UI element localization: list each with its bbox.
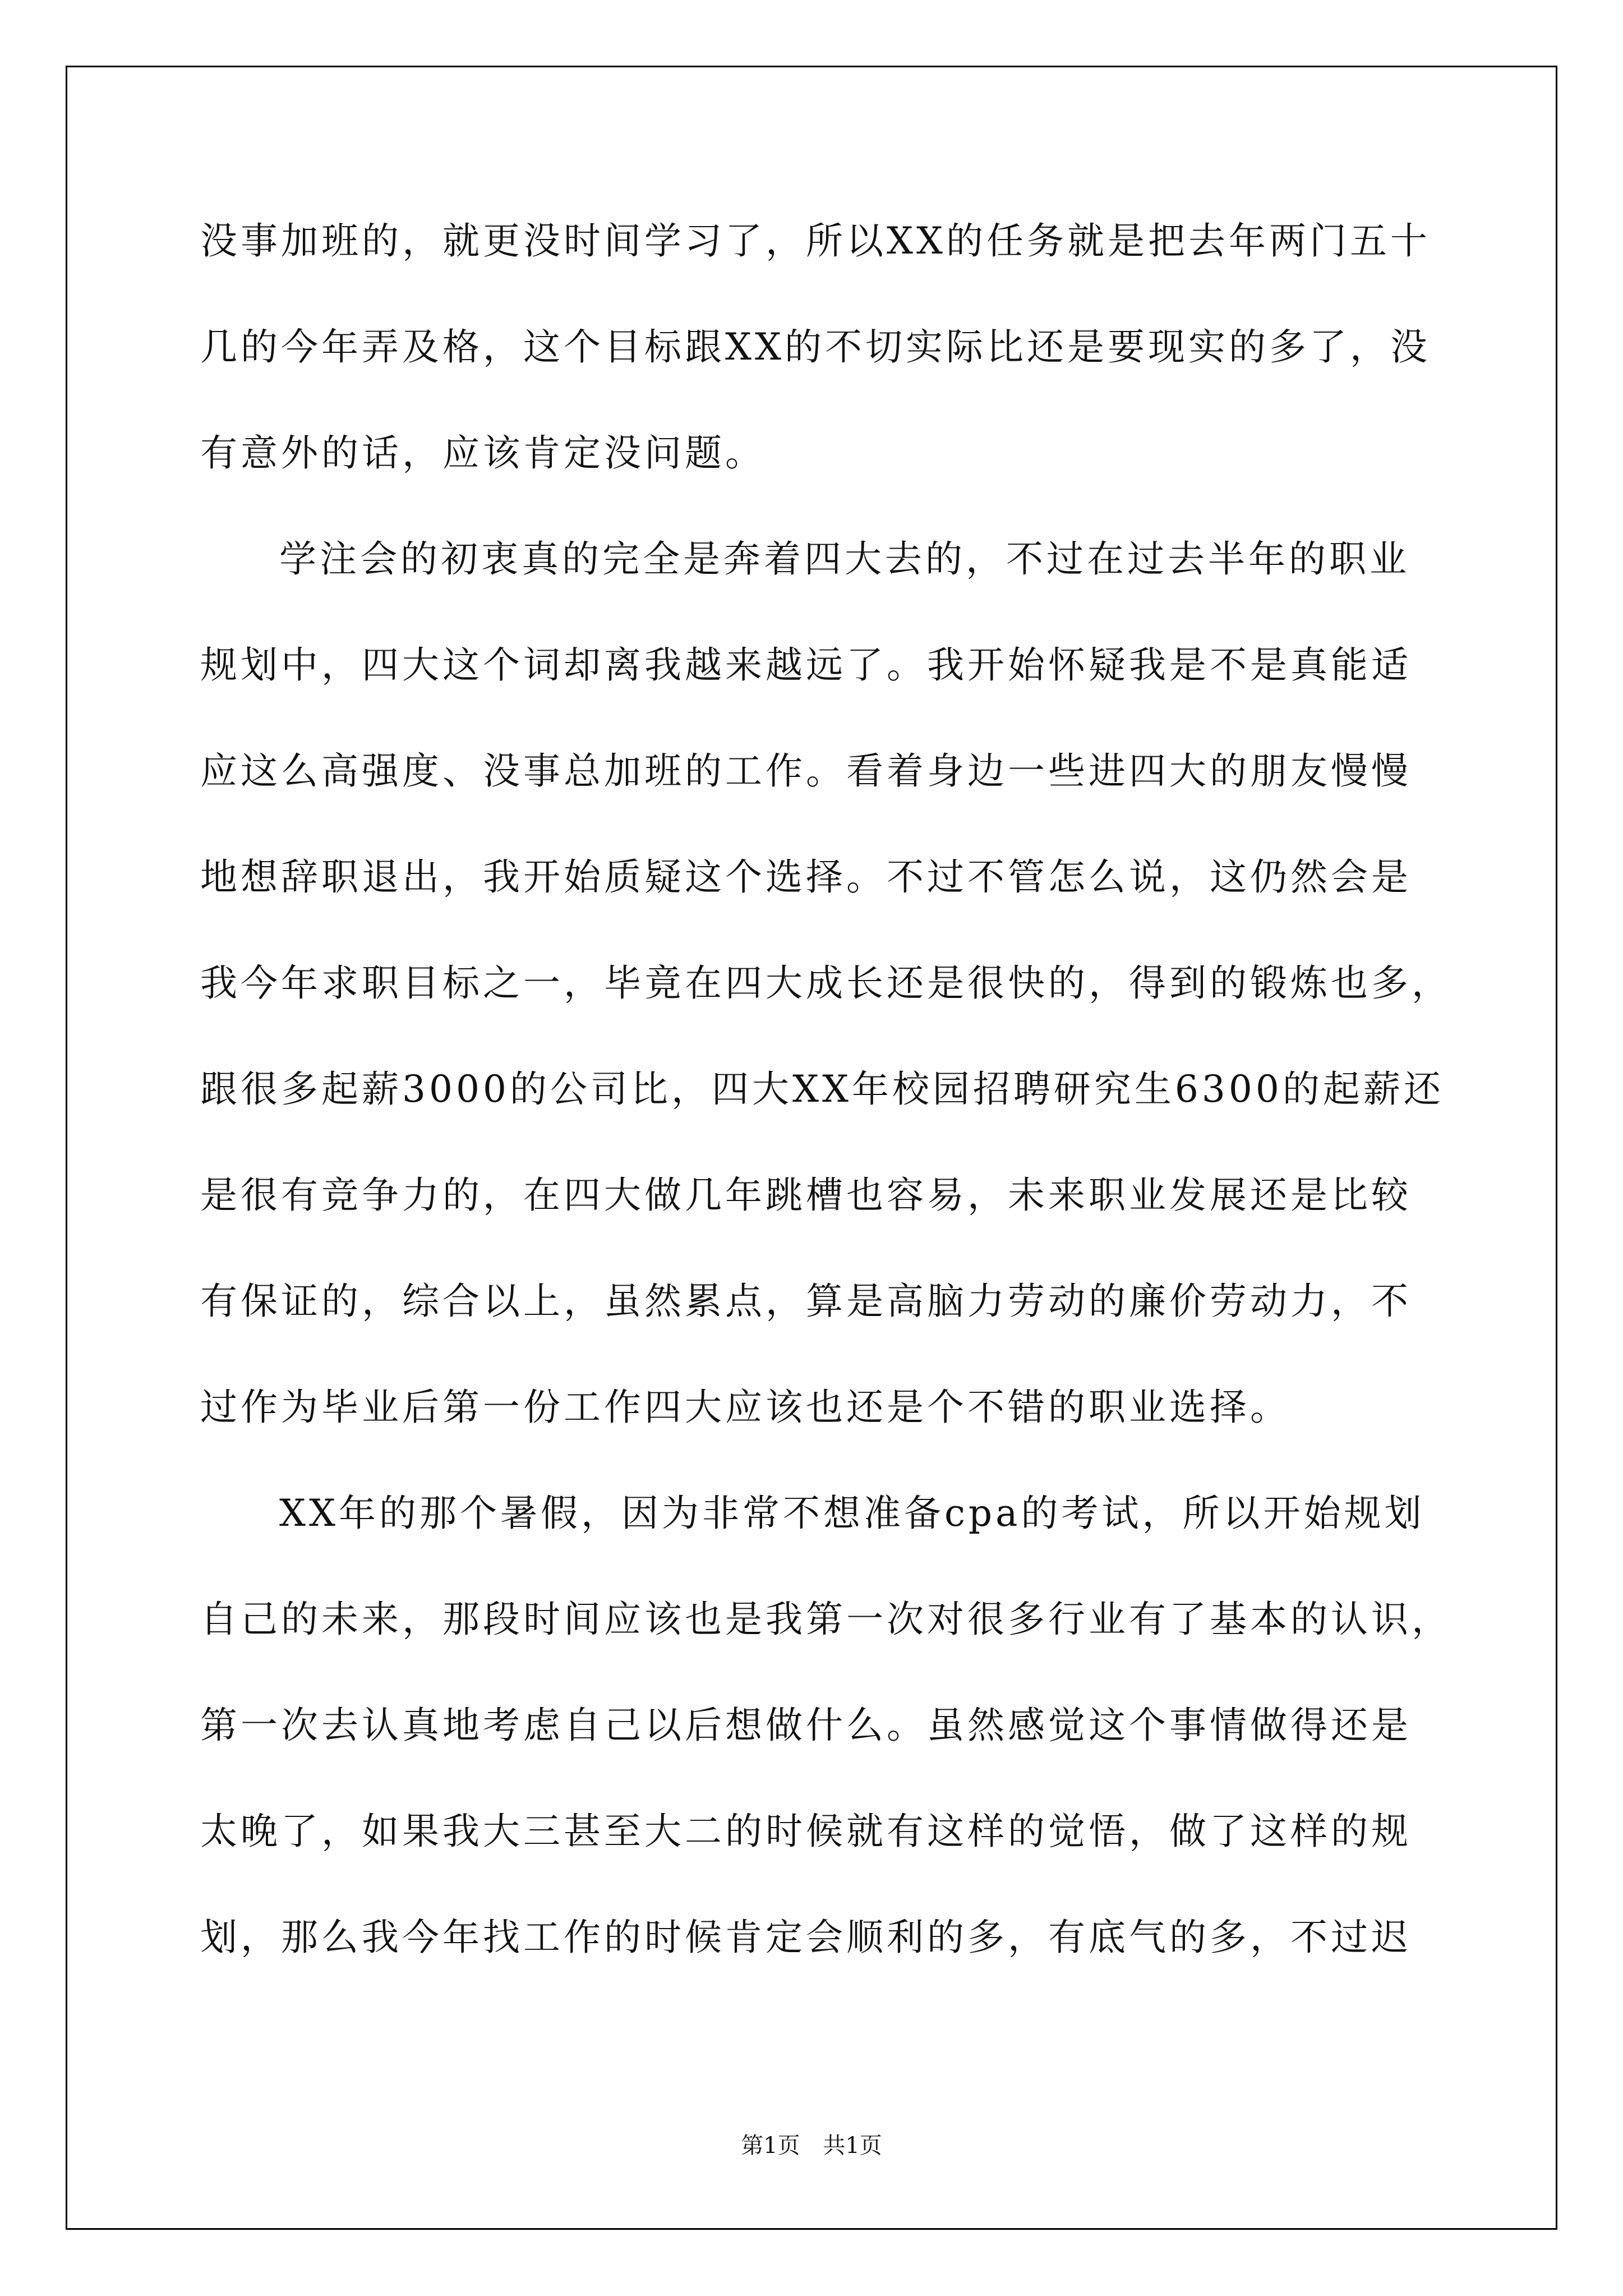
text-line: 第一次去认真地考虑自己以后想做什么。虽然感觉这个事情做得还是 xyxy=(200,1704,1412,1747)
text-line: 地想辞职退出，我开始质疑这个选择。不过不管怎么说，这仍然会是 xyxy=(200,855,1412,899)
text-line: 跟很多起薪3000的公司比，四大XX年校园招聘研究生6300的起薪还 xyxy=(200,1068,1444,1111)
text-line: XX年的那个暑假，因为非常不想准备cpa的考试，所以开始规划 xyxy=(279,1492,1425,1535)
text-line: 有意外的话，应该肯定没问题。 xyxy=(200,431,766,475)
text-line: 我今年求职目标之一，毕竟在四大成长还是很快的，得到的锻炼也多， xyxy=(200,961,1452,1005)
text-line: 规划中，四大这个词却离我越来越远了。我开始怀疑我是不是真能适 xyxy=(200,643,1412,687)
text-line: 自己的未来，那段时间应该也是我第一次对很多行业有了基本的认识， xyxy=(200,1598,1452,1641)
text-line: 太晚了，如果我大三甚至大二的时候就有这样的觉悟，做了这样的规 xyxy=(200,1810,1412,1853)
text-line: 没事加班的，就更没时间学习了，所以XX的任务就是把去年两门五十 xyxy=(200,219,1431,263)
text-line: 划，那么我今年找工作的时候肯定会顺利的多，有底气的多，不过迟 xyxy=(200,1916,1412,1959)
text-line: 应这么高强度、没事总加班的工作。看着身边一些进四大的朋友慢慢 xyxy=(200,749,1412,793)
text-line: 学注会的初衷真的完全是奔着四大去的，不过在过去半年的职业 xyxy=(279,537,1410,581)
text-line: 过作为毕业后第一份工作四大应该也还是个不错的职业选择。 xyxy=(200,1386,1290,1429)
text-line: 有保证的，综合以上，虽然累点，算是高脑力劳动的廉价劳动力，不 xyxy=(200,1280,1412,1323)
page-number-current: 第1页 xyxy=(741,2133,800,2159)
text-line: 几的今年弄及格，这个目标跟XX的不切实际比还是要现实的多了，没 xyxy=(200,325,1431,369)
text-line: 是很有竞争力的，在四大做几年跳槽也容易，未来职业发展还是比较 xyxy=(200,1174,1412,1217)
page-footer xyxy=(0,2129,1623,2162)
page-number-total: 共1页 xyxy=(823,2133,882,2159)
page-border xyxy=(66,66,1557,2230)
